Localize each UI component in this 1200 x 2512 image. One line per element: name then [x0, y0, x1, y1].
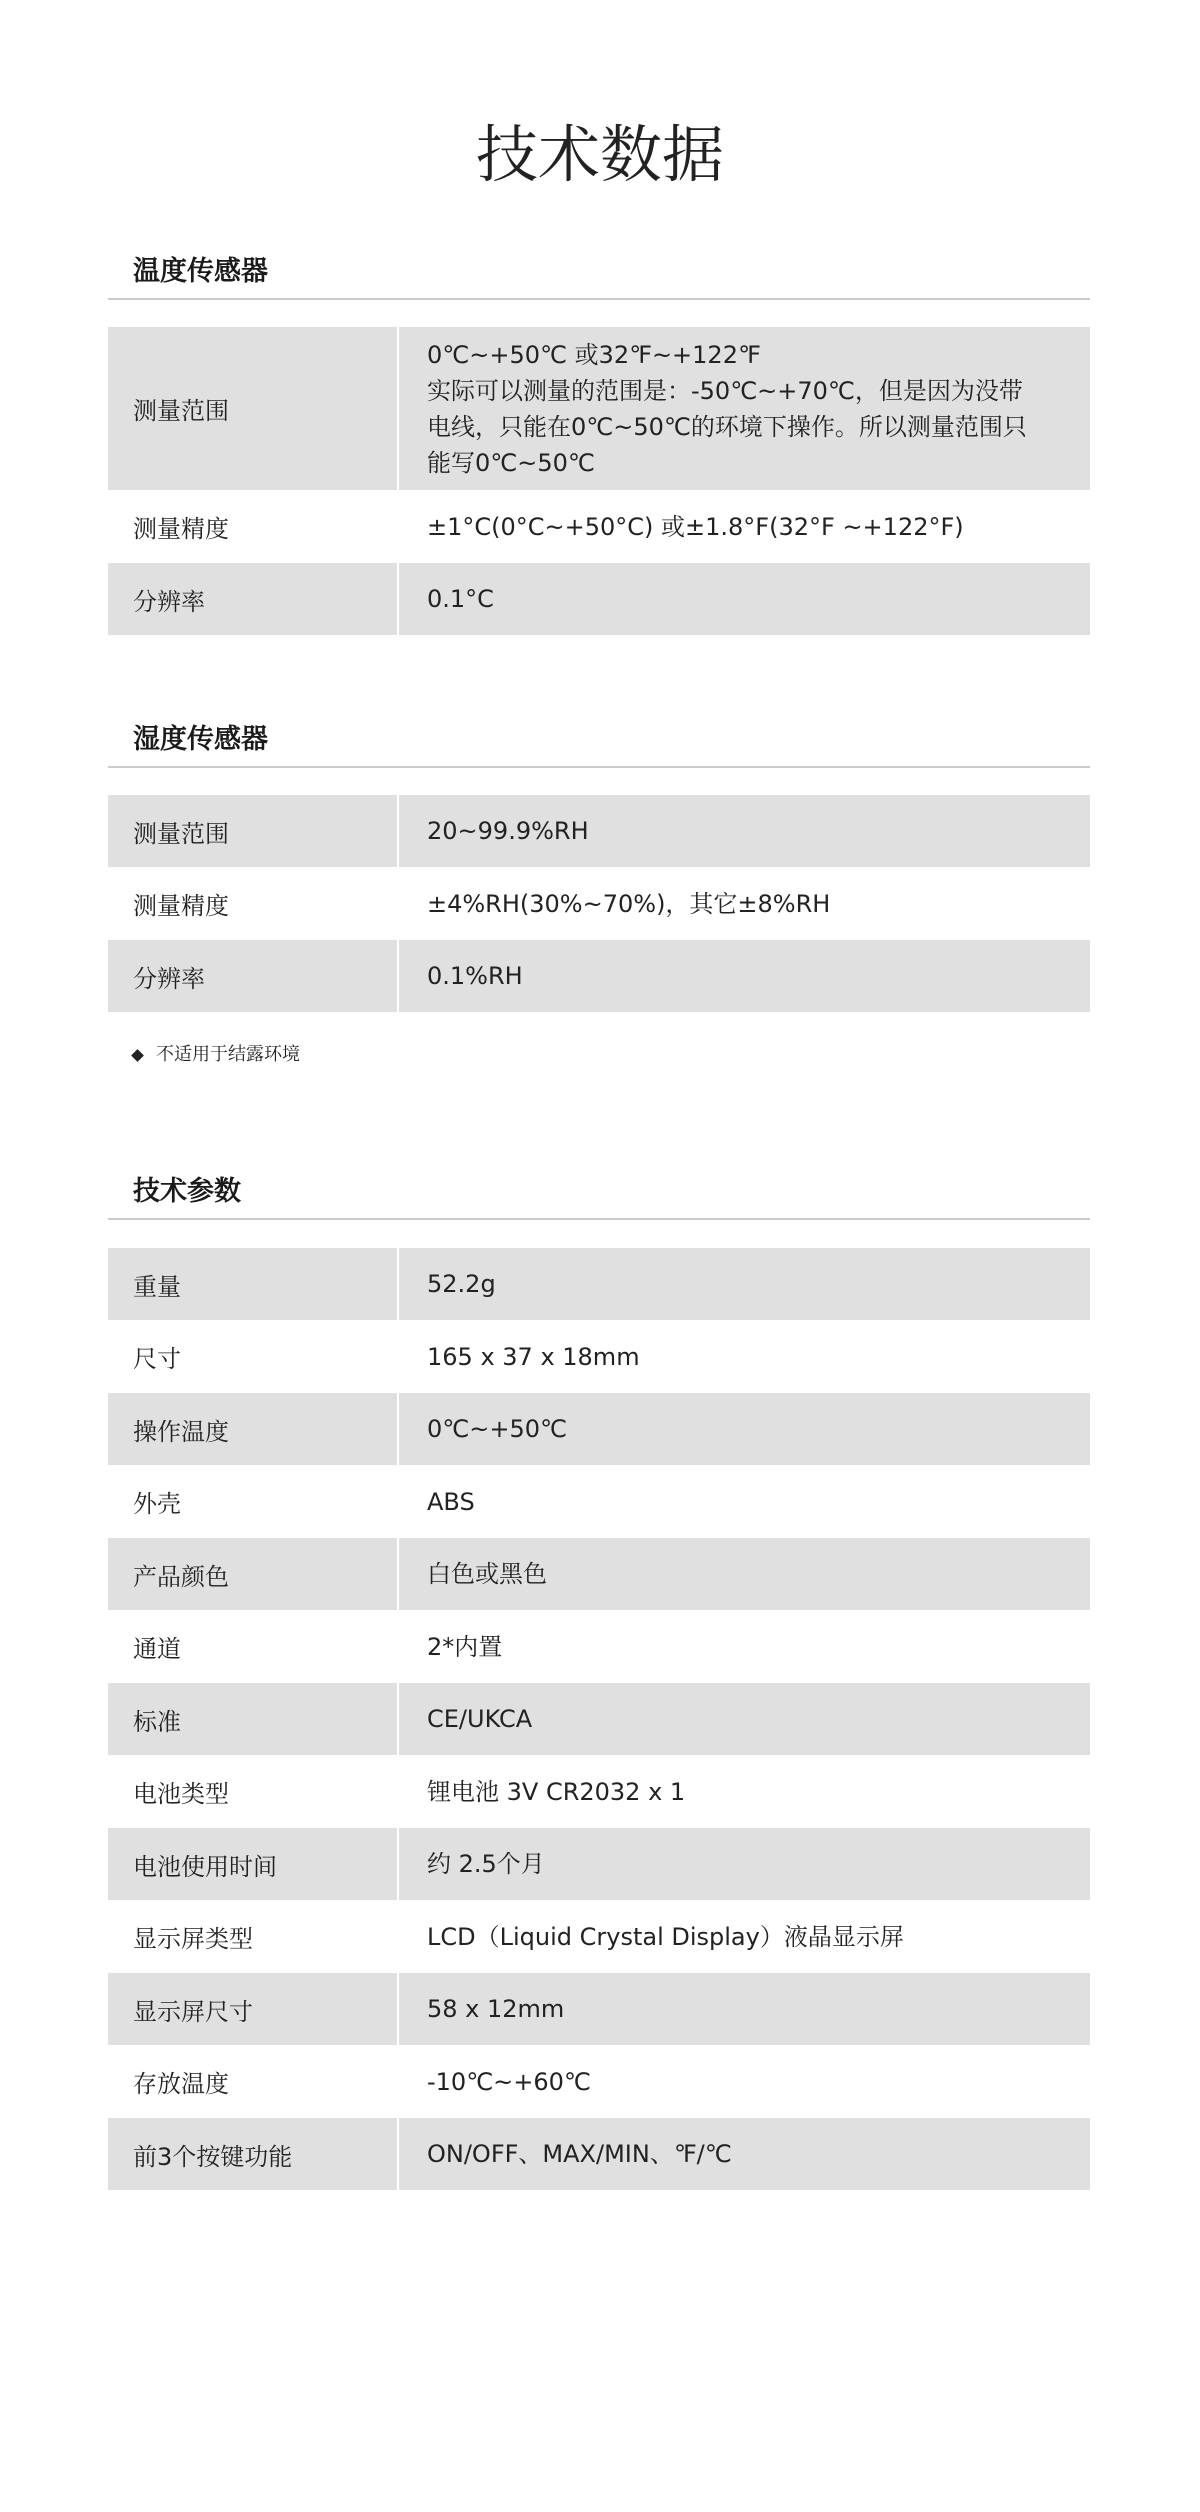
row-value: ±4%RH(30%~70%)，其它±8%RH: [427, 889, 831, 918]
row-label: 分辨率: [108, 940, 399, 1012]
table-row: [108, 795, 1090, 867]
temperature-spec-table: [108, 327, 1090, 635]
row-value: 58 x 12mm: [427, 1995, 565, 2023]
section-divider: [108, 298, 1090, 300]
row-value: 2*内置: [427, 1632, 503, 1661]
row-label: 尺寸: [108, 1320, 399, 1393]
row-label: 通道: [108, 1610, 399, 1683]
value-line: 实际可以测量的范围是：-50℃~+70℃，但是因为没带: [427, 376, 1023, 405]
table-row: [108, 1683, 1090, 1755]
table-row: [108, 1900, 1090, 1973]
row-label: 分辨率: [108, 563, 399, 635]
value-line: 0℃~+50℃ 或32℉~+122℉: [427, 340, 761, 369]
row-label: 存放温度: [108, 2045, 399, 2118]
table-row: [108, 1973, 1090, 2045]
row-label: 前3个按键功能: [108, 2118, 399, 2190]
row-value: 20~99.9%RH: [427, 817, 589, 845]
section-title-tech-params: 技术参数: [133, 1176, 241, 1207]
footnote-text: 不适用于结露环境: [156, 1044, 300, 1065]
row-label: 测量精度: [108, 867, 399, 940]
row-label: 测量范围: [108, 327, 399, 490]
footnote: [133, 1040, 300, 1070]
row-label: 重量: [108, 1248, 399, 1320]
row-label: 测量精度: [108, 490, 399, 563]
row-value: CE/UKCA: [427, 1705, 533, 1733]
row-value: ABS: [427, 1487, 475, 1516]
table-row: [108, 1393, 1090, 1465]
humidity-spec-table: [108, 795, 1090, 1012]
row-value: 锂电池 3V CR2032 x 1: [427, 1777, 686, 1806]
row-label: 测量范围: [108, 795, 399, 867]
table-row: [108, 940, 1090, 1012]
table-row: [108, 2045, 1090, 2118]
row-value: 0℃~+50℃: [427, 1415, 567, 1443]
section-divider: [108, 766, 1090, 768]
row-value: 约 2.5个月: [427, 1850, 545, 1878]
section-title-temperature: 温度传感器: [133, 256, 268, 287]
table-row: [108, 1828, 1090, 1900]
page-title: 技术数据: [475, 118, 724, 191]
row-value: ON/OFF、MAX/MIN、℉/℃: [427, 2140, 732, 2168]
diamond-bullet-icon: [131, 1049, 144, 1062]
row-value: -10℃~+60℃: [427, 2067, 591, 2096]
row-label: 显示屏类型: [108, 1900, 399, 1973]
section-title-humidity: 湿度传感器: [133, 724, 268, 755]
table-row: [108, 1538, 1090, 1610]
value-line: 电线，只能在0℃~50℃的环境下操作。所以测量范围只: [427, 412, 1027, 441]
table-row: [108, 867, 1090, 940]
row-value: 0.1%RH: [427, 962, 523, 990]
table-row: [108, 490, 1090, 563]
row-label: 外壳: [108, 1465, 399, 1538]
row-value: 白色或黑色: [427, 1560, 547, 1588]
row-label: 产品颜色: [108, 1538, 399, 1610]
row-label: 操作温度: [108, 1393, 399, 1465]
tech-params-table: [108, 1248, 1090, 2190]
row-label: 电池类型: [108, 1755, 399, 1828]
table-row: [108, 1465, 1090, 1538]
table-row: [108, 1320, 1090, 1393]
row-value: [399, 337, 1090, 481]
row-value: LCD（Liquid Crystal Display）液晶显示屏: [427, 1922, 904, 1951]
row-label: 显示屏尺寸: [108, 1973, 399, 2045]
row-value: 165 x 37 x 18mm: [427, 1342, 640, 1371]
row-label: 电池使用时间: [108, 1828, 399, 1900]
row-value: 52.2g: [427, 1270, 496, 1298]
table-row: [108, 2118, 1090, 2190]
table-row: [108, 1248, 1090, 1320]
table-row: [108, 563, 1090, 635]
table-row: [108, 1610, 1090, 1683]
section-divider: [108, 1218, 1090, 1220]
row-value: 0.1°C: [427, 585, 494, 613]
table-row: [108, 1755, 1090, 1828]
value-line: 能写0℃~50℃: [427, 448, 595, 477]
table-row: [108, 327, 1090, 490]
row-label: 标准: [108, 1683, 399, 1755]
row-value: ±1°C(0°C~+50°C) 或±1.8°F(32°F ~+122°F): [427, 512, 964, 541]
